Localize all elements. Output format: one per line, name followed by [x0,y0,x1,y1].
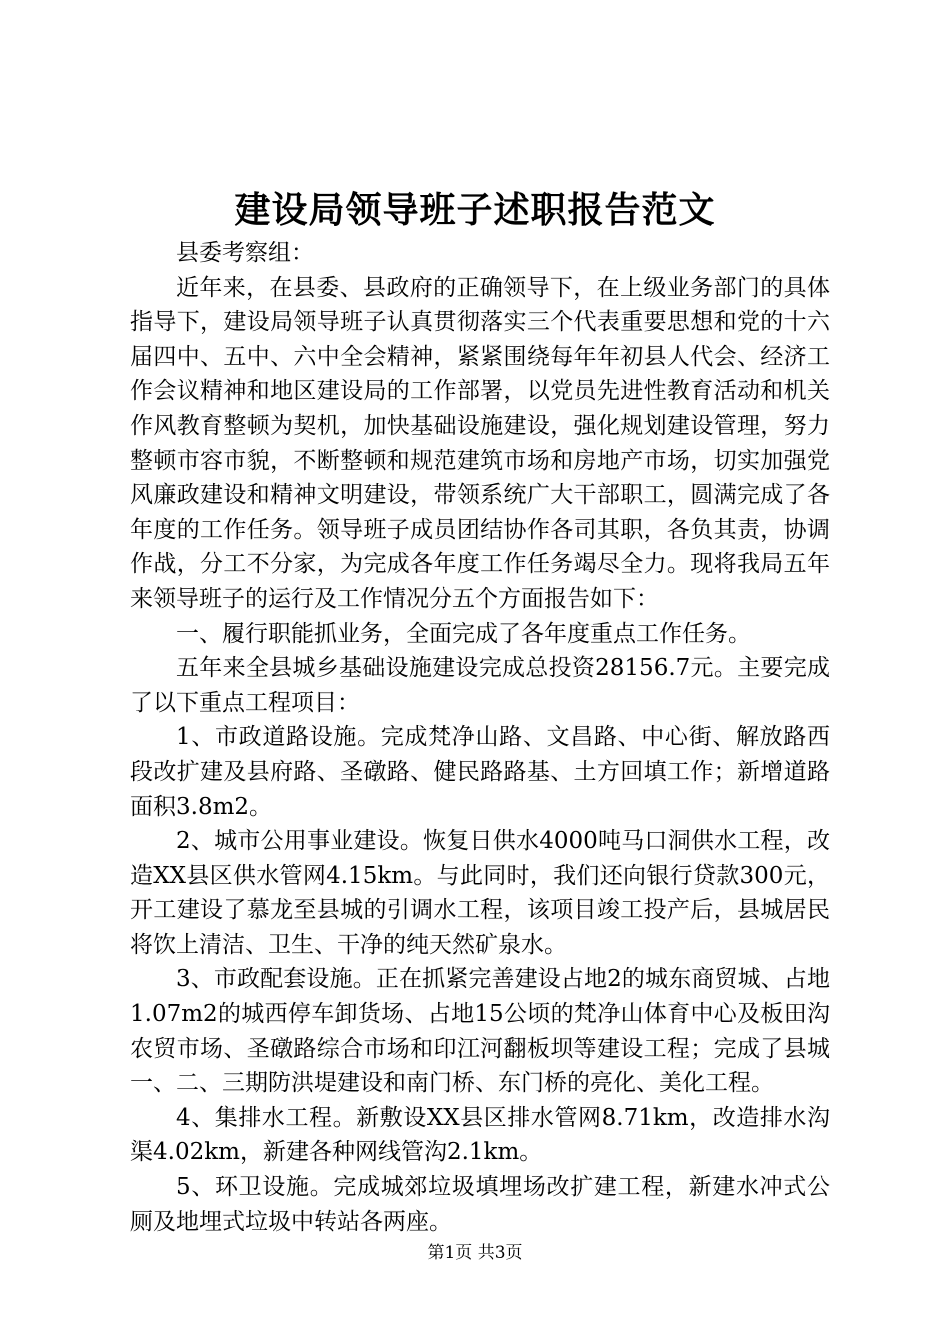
page-footer: 第1页 共3页 [427,1243,523,1263]
document-title: 建设局领导班子述职报告范文 [234,189,716,231]
paragraph-investment: 五年来全县城乡基础设施建设完成总投资28156.7元。主要完成了以下重点工程项目： [130,655,830,716]
document-body [130,236,830,1239]
list-item-facilities: 3、市政配套设施。正在抓紧完善建设占地2的城东商贸城、占地1.07m2的城西停车卸货场、占地15公顷的梵净山体育中心及板田沟农贸市场、圣礅路综合市场和印江河翻板坝等建设工程；完成了县城一、二、三期防洪堤建设和南门桥、东门桥的亮化、美化工程。 [130,966,830,1097]
list-item-utilities: 2、城市公用事业建设。恢复日供水4000吨马口洞供水工程，改造XX县区供水管网4.15km。与此同时，我们还向银行贷款300元，开工建设了慕龙至县城的引调水工程，该项目竣工投产后，县城居民将饮上清洁、卫生、干净的纯天然矿泉水。 [130,828,830,958]
section-heading: 一、履行职能抓业务，全面完成了各年度重点工作任务。 [176,620,751,647]
paragraph-intro: 近年来，在县委、县政府的正确领导下，在上级业务部门的具体指导下，建设局领导班子认真贯彻落实三个代表重要思想和党的十六届四中、五中、六中全会精神，紧紧围绕每年年初县人代会、经济工作会议精神和地区建设局的工作部署，以党员先进性教育活动和机关作风教育整顿为契机，加快基础设施建设，强化规划建设管理，努力整顿市容市貌，不断整顿和规范建筑市场和房地产市场，切实加强党风廉政建设和精神文明建设，带领系统广大干部职工，圆满完成了各年度的工作任务。领导班子成员团结协作各司其职，各负其责，协调作战，分工不分家，为完成各年度工作任务竭尽全力。现将我局五年来领导班子的运行及工作情况分五个方面报告如下： [130,274,830,612]
list-item-roads: 1、市政道路设施。完成梵净山路、文昌路、中心街、解放路西段改扩建及县府路、圣礅路、健民路路基、土方回填工作；新增道路面积3.8m2。 [130,724,830,820]
list-item-drainage: 4、集排水工程。新敷设XX县区排水管网8.71km，改造排水沟渠4.02km，新建各种网线管沟2.1km。 [130,1104,830,1166]
list-item-sanitation: 5、环卫设施。完成城郊垃圾填埋场改扩建工程，新建水冲式公厕及地埋式垃圾中转站各两座。 [130,1174,830,1235]
salutation: 县委考察组： [176,240,314,266]
